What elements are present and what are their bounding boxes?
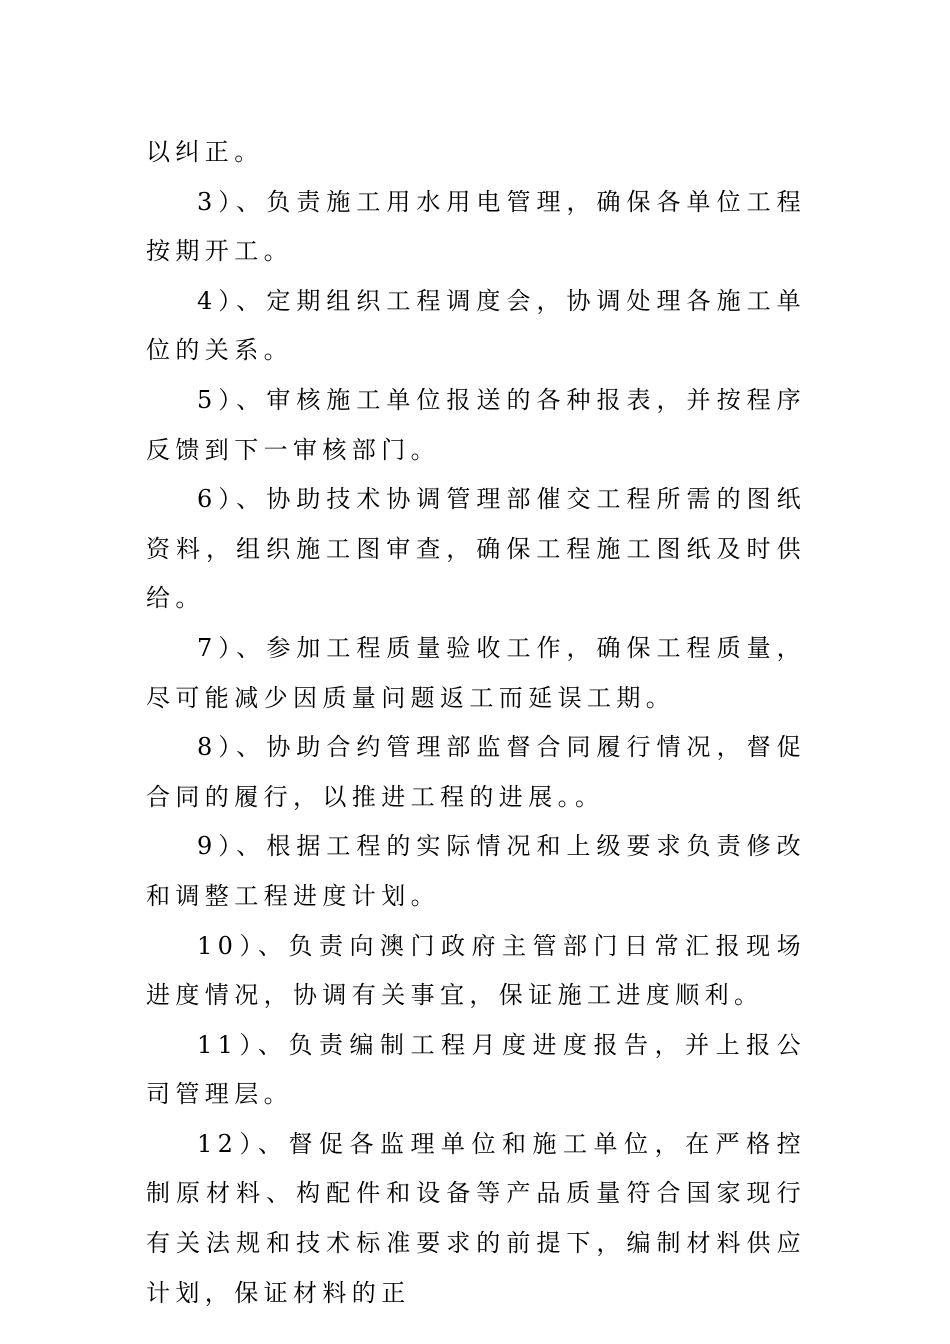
paragraph-item-6: 6）、协助技术协调管理部催交工程所需的图纸资料，组织施工图审查，确保工程施工图纸及时供给。 <box>146 485 806 613</box>
paragraph-item-12: 12）、督促各监理单位和施工单位，在严格控制原材料、构配件和设备等产品质量符合国家现行有关法规和技术标准要求的前提下，编制材料供应计划，保证材料的正 <box>146 1129 806 1307</box>
paragraph-item-11: 11）、负责编制工程月度进度报告，并上报公司管理层。 <box>146 1030 806 1109</box>
paragraph-item-7: 7）、参加工程质量验收工作，确保工程质量，尽可能减少因质量问题返工而延误工期。 <box>146 633 806 712</box>
paragraph-item-5: 5）、审核施工单位报送的各种报表，并按程序反馈到下一审核部门。 <box>146 385 806 464</box>
paragraph-item-10: 10）、负责向澳门政府主管部门日常汇报现场进度情况，协调有关事宜，保证施工进度顺利。 <box>146 931 806 1010</box>
paragraph-item-3: 3）、负责施工用水用电管理，确保各单位工程按期开工。 <box>146 187 806 266</box>
paragraph-item-9: 9）、根据工程的实际情况和上级要求负责修改和调整工程进度计划。 <box>146 832 806 910</box>
paragraph-item-8: 8）、协助合约管理部监督合同履行情况，督促合同的履行，以推进工程的进展。。 <box>146 733 806 811</box>
paragraph-continuation: 以纠正。 <box>146 138 264 166</box>
paragraph-item-4: 4）、定期组织工程调度会，协调处理各施工单位的关系。 <box>146 286 806 365</box>
document-body <box>146 128 806 1318</box>
